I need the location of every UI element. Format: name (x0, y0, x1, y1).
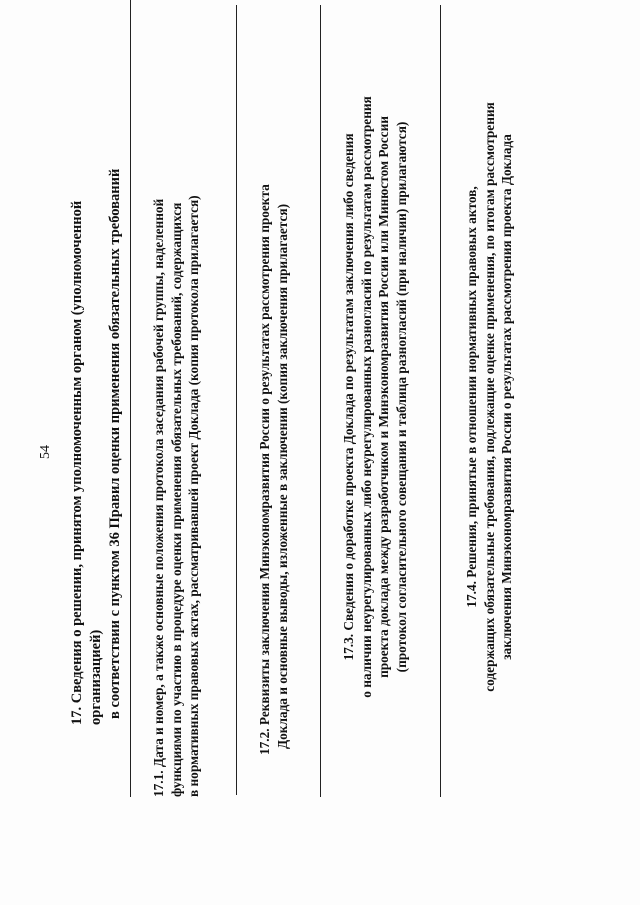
item-17-2-line-2: Доклада и основные выводы, изложенные в заключении (копия заключения прилагается) (274, 203, 290, 749)
item-17-1-line-3: в нормативных правовых актах, рассматривавшей проект Доклада (копия протокола прилагается) (186, 195, 201, 797)
item-17-3-line-1: 17.3. Сведения о доработке проекта Доклада по результатам заключения либо сведения (341, 133, 356, 661)
divider-top-17-2 (236, 5, 237, 795)
divider-top-17-4 (440, 5, 441, 797)
item-17-4 (463, 0, 516, 797)
item-17-4-line-3: заключения Минэкономразвития России о результатах рассмотрения проекта Доклада (499, 134, 514, 660)
page-number: 54 (38, 445, 53, 459)
item-17-3-line-2: о наличии неурегулированных либо неурегулированных разногласий по результатам рассмотрения (358, 96, 374, 698)
divider-top-17-3 (320, 5, 321, 797)
section-title: 17. Сведения о решении, принятом уполномоченным органом (уполномоченной организацией) (69, 200, 104, 725)
item-17-1-line-2: функциями по участию в процедуре оценки применения обязательных требований, содержащихся (168, 202, 184, 797)
item-17-3 (340, 0, 410, 797)
item-17-3-line-4: (протокол согласительного совещания и таблица разногласий (при наличии) прилагаются) (393, 121, 409, 673)
item-17-1-line-1: 17.1. Дата и номер, а также основные положения протокола заседания рабочей группы, наделенной (151, 198, 166, 797)
item-17-2-line-1: 17.2. Реквизиты заключения Минэкономразвития России о результатах рассмотрения проекта (257, 184, 272, 755)
divider-top-17-1 (130, 0, 131, 797)
item-17-4-line-2: содержащих обязательные требования, подлежащие оценке применения, по итогам рассмотрения (481, 102, 497, 692)
section-heading (68, 165, 125, 725)
item-17-2 (256, 55, 291, 755)
item-17-4-line-1: 17.4. Решения, принятые в отношении нормативных правовых актов, (464, 186, 479, 608)
item-17-3-line-3: проекта доклада между разработчиком и Минэкономразвития России или Минюстом России (376, 116, 391, 678)
section-subtitle: в соответствии с пунктом 36 Правил оценки применения обязательных требований (107, 168, 123, 719)
item-17-1 (150, 0, 203, 797)
